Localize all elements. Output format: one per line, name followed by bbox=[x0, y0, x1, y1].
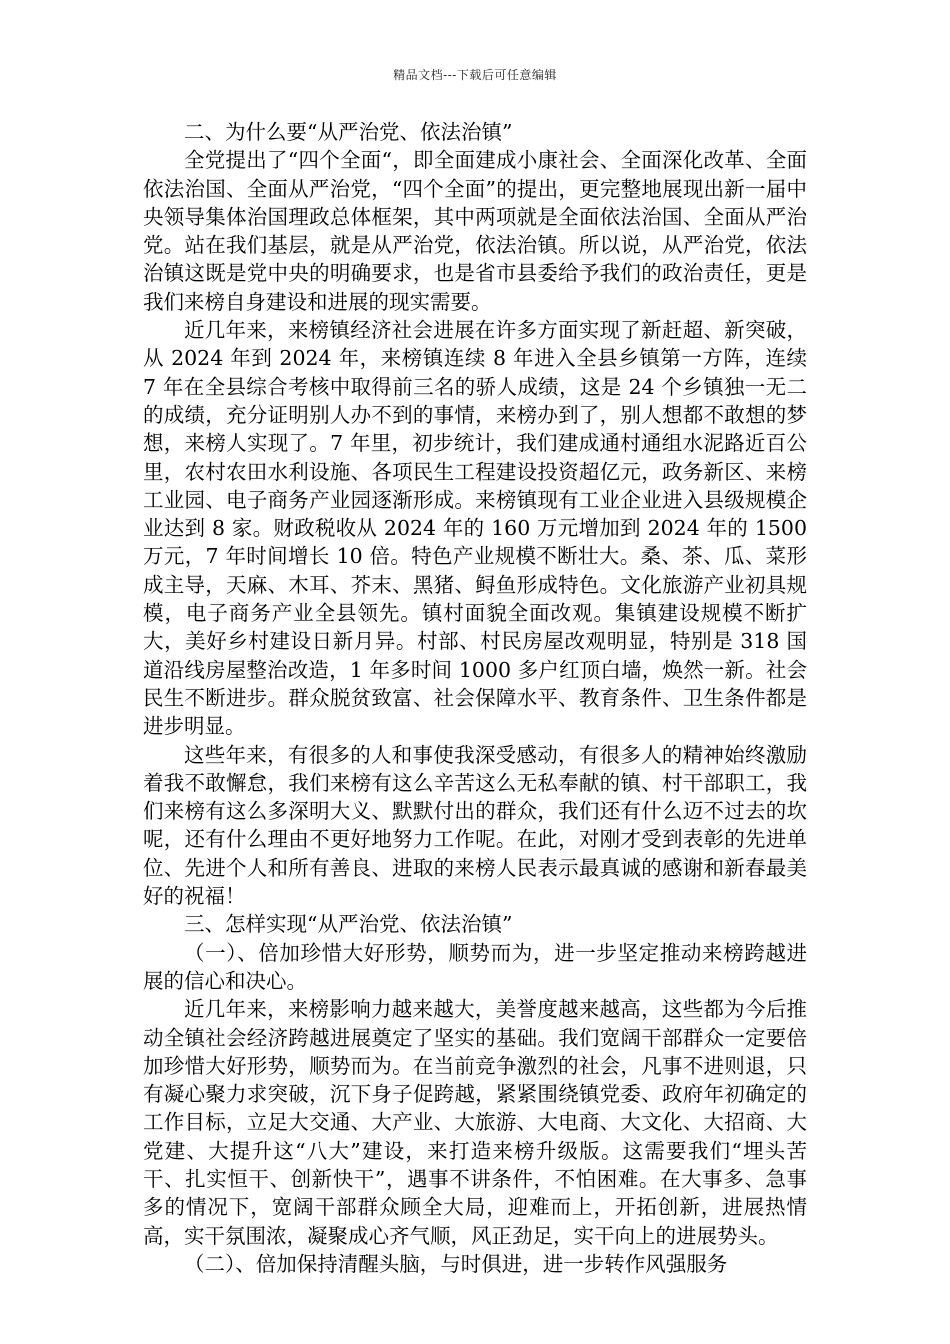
subsection-heading: （二）、倍加保持清醒头脑，与时俱进，进一步转作风强服务 bbox=[184, 1251, 728, 1276]
section-heading: 三、怎样实现“从严治党、依法治镇” bbox=[184, 912, 513, 937]
body-paragraph: 全党提出了“四个全面“，即全面建成小康社会、全面深化改革、全面依法治国、全面从严治党，“四个全面”的提出，更完整地展现出新一届中央领导集体治国理政总体框架，其中两项就是全面依法治国、全面从严治党。站在我们基层，就是从严治党，依法治镇。所以说，从严治党，依法治镇这既是党中央的明确要求，也是省市县委给予我们的政治责任，更是我们来榜自身建设和进展的现实需要。 bbox=[143, 148, 807, 314]
body-paragraph: 这些年来，有很多的人和事使我深受感动，有很多人的精神始终激励着我不敢懈怠，我们来榜有这么辛苦这么无私奉献的镇、村干部职工，我们来榜有这么多深明大义、默默付出的群众，我们还有什么迈不过去的坎呢，还有什么理由不更好地努力工作呢。在此，对刚才受到表彰的先进单位、先进个人和所有善良、进取的来榜人民表示最真诚的感谢和新春最美好的祝福！ bbox=[143, 742, 807, 909]
section-heading: 二、为什么要“从严治党、依法治镇” bbox=[184, 120, 513, 144]
subsection-heading: （一）、倍加珍惜大好形势，顺势而为，进一步坚定推动来榜跨越进展的信心和决心。 bbox=[143, 940, 807, 993]
document-body bbox=[143, 118, 807, 1278]
page-header: 精品文档---下载后可任意编辑 bbox=[393, 68, 557, 82]
body-paragraph: 近几年来，来榜影响力越来越大，美誉度越来越高，这些都为今后推动全镇社会经济跨越进展奠定了坚实的基础。我们宽阔干部群众一定要倍加珍惜大好形势，顺势而为。在当前竞争激烈的社会，凡事不进则退，只有凝心聚力求突破，沉下身子促跨越，紧紧围绕镇党委、政府年初确定的工作目标，立足大交通、大产业、大旅游、大电商、大文化、大招商、大党建、大提升这“八大”建设，来打造来榜升级版。这需要我们“埋头苦干、扎实恒干、创新快干”，遇事不讲条件，不怕困难。在大事多、急事多的情况下，宽阔干部群众顾全大局，迎难而上，开拓创新，进展热情高，实干氛围浓，凝聚成心齐气顺，风正劲足，实干向上的进展势头。 bbox=[143, 997, 807, 1248]
body-paragraph: 近几年来，来榜镇经济社会进展在许多方面实现了新赶超、新突破，从 2024 年到 2024 年，来榜镇连续 8 年进入全县乡镇第一方阵，连续 7 年在全县综合考核中取得前三名的骄人成绩，这是 24 个乡镇独一无二的成绩，充分证明别人办不到的事情，来榜办到了，别人想都不敢想的梦想，来榜人实现了。7 年里，初步统计，我们建成通村通组水泥路近百公里，农村农田水利设施、各项民生工程建设投资超亿元，政务新区、来榜工业园、电子商务产业园逐渐形成。来榜镇现有工业企业进入县级规模企业达到 8 家。财政税收从 2024 年的 160 万元增加到 2024 年的 1500 万元，7 年时间增长 10 倍。特色产业规模不断壮大。桑、茶、瓜、菜形成主导，天麻、木耳、芥末、黑猪、鲟鱼形成特色。文化旅游产业初具规模，电子商务产业全县领先。镇村面貌全面改观。集镇建设规模不断扩大，美好乡村建设日新月异。村部、村民房屋改观明显，特别是 318 国道沿线房屋整治改造，1 年多时间 1000 多户红顶白墙，焕然一新。社会民生不断进步。群众脱贫致富、社会保障水平、教育条件、卫生条件都是进步明显。 bbox=[143, 318, 807, 739]
